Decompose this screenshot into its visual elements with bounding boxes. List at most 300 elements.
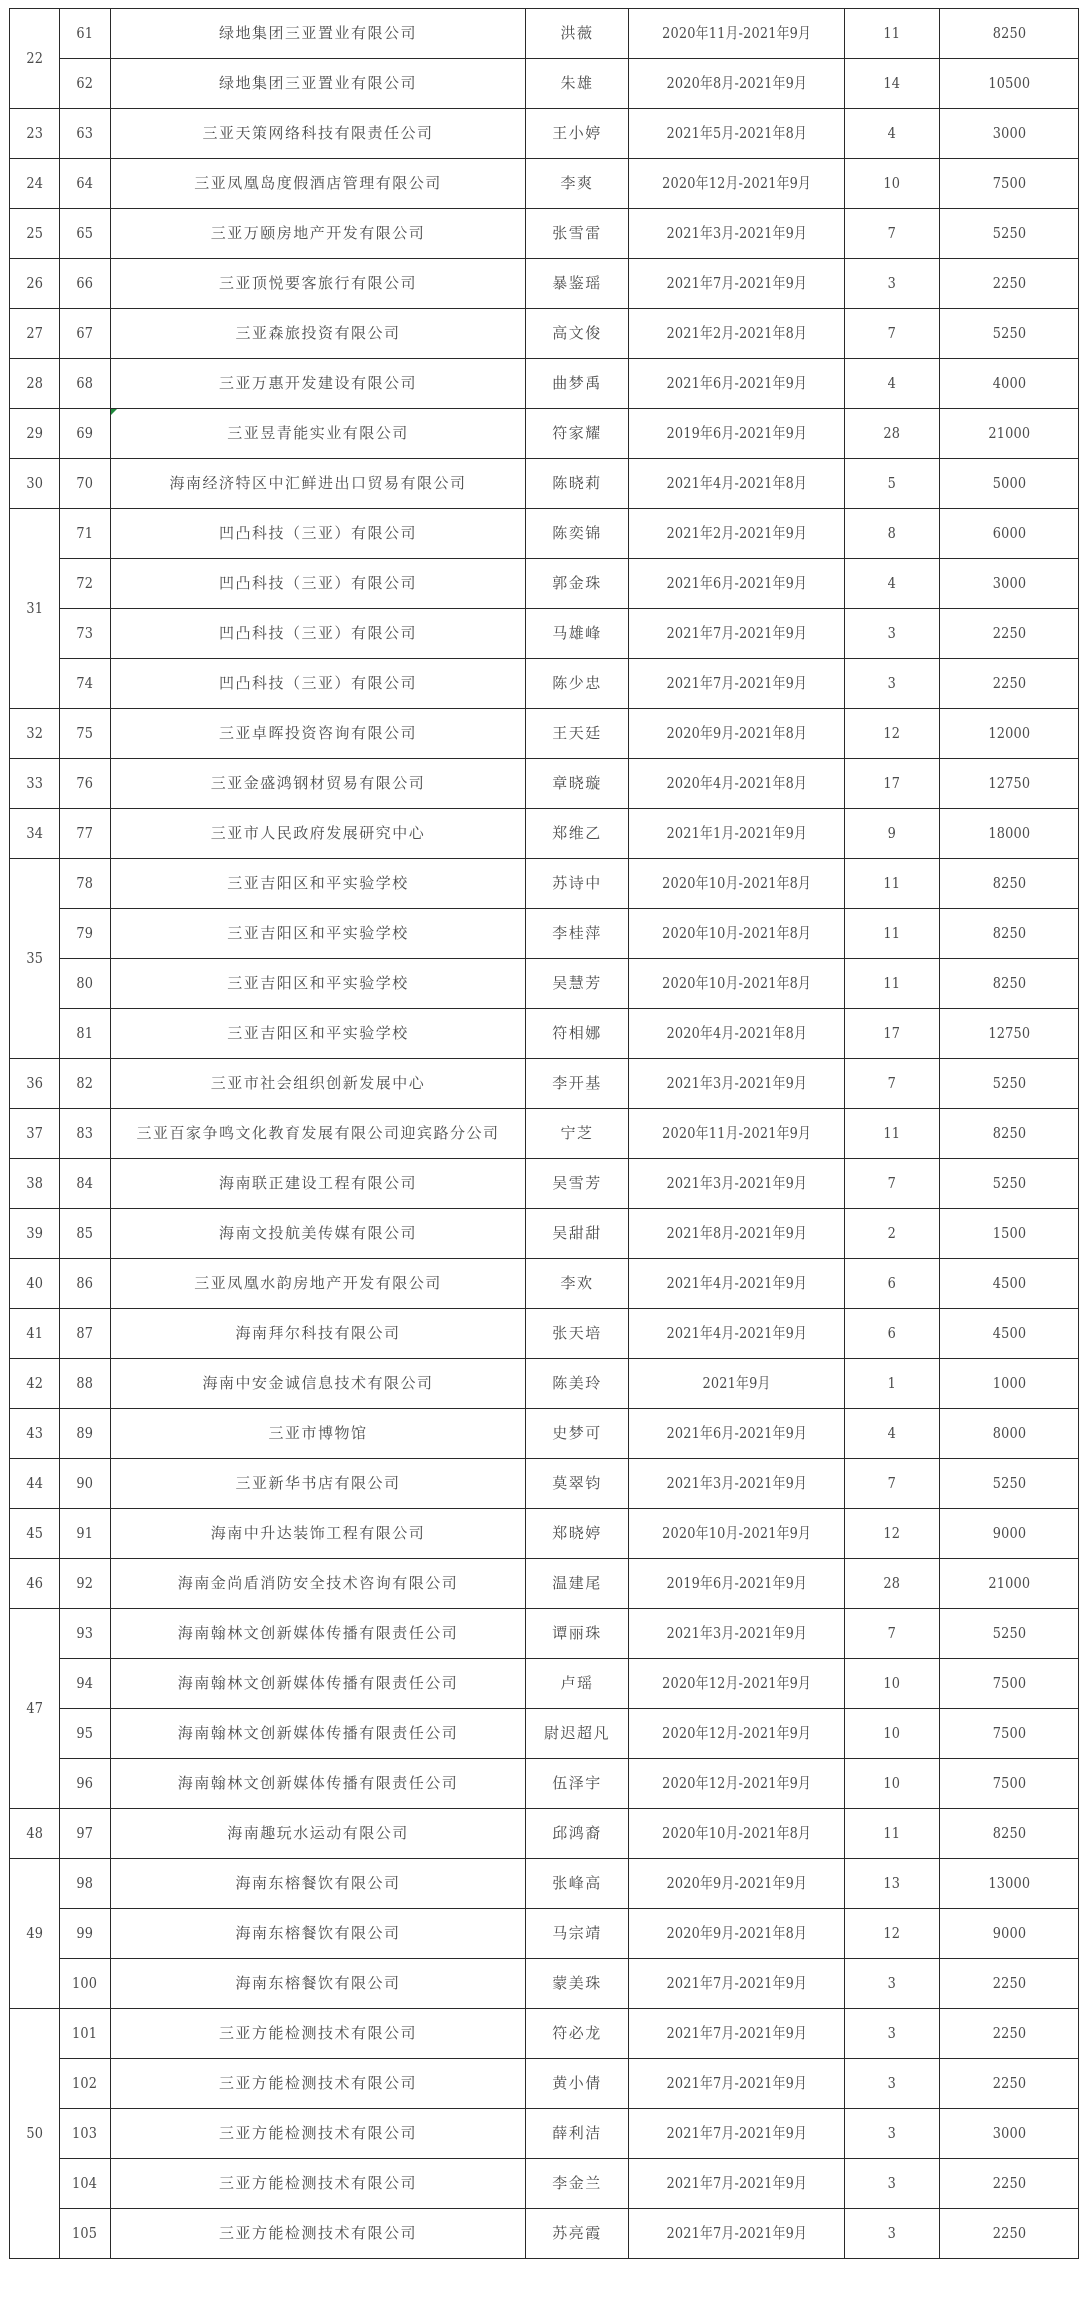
sequence-number: 73	[76, 624, 94, 642]
company-cell	[111, 1159, 526, 1209]
months-cell	[845, 709, 940, 759]
months-cell	[845, 209, 940, 259]
amount-text: 13000	[988, 1874, 1030, 1892]
company-text: 三亚方能检测技术有限公司	[218, 2024, 417, 2042]
group-number: 39	[26, 1224, 43, 1242]
sequence-number: 71	[76, 524, 94, 542]
period-text: 2021年7月-2021年9月	[666, 2174, 807, 2192]
table-row	[10, 1209, 1079, 1259]
group-number: 49	[26, 1924, 43, 1942]
company-cell	[111, 209, 526, 259]
period-cell	[629, 1609, 845, 1659]
company-text: 三亚方能检测技术有限公司	[218, 2074, 417, 2092]
group-number-cell	[10, 259, 60, 309]
months-text: 11	[883, 874, 901, 892]
amount-cell	[940, 409, 1079, 459]
months-text: 11	[883, 974, 901, 992]
company-text: 海南东榕餐饮有限公司	[235, 1874, 401, 1892]
months-text: 3	[887, 274, 897, 292]
company-text: 海南东榕餐饮有限公司	[235, 1974, 401, 1992]
amount-cell	[940, 1909, 1079, 1959]
amount-cell	[940, 459, 1079, 509]
amount-cell	[940, 609, 1079, 659]
table-row	[10, 209, 1079, 259]
period-text: 2021年2月-2021年8月	[666, 324, 807, 342]
person-name-text: 苏诗中	[552, 874, 602, 892]
amount-cell	[940, 1709, 1079, 1759]
table-row	[10, 609, 1079, 659]
company-text: 海南拜尔科技有限公司	[235, 1324, 401, 1342]
amount-text: 7500	[992, 1724, 1026, 1742]
table-row	[10, 1909, 1079, 1959]
group-number-cell	[10, 1459, 60, 1509]
person-name-text: 李爽	[560, 174, 594, 192]
group-number-cell	[10, 159, 60, 209]
company-cell	[111, 1609, 526, 1659]
table-row	[10, 1059, 1079, 1109]
person-name-text: 张峰高	[552, 1874, 602, 1892]
person-name-cell	[526, 1759, 629, 1809]
table-row	[10, 509, 1079, 559]
company-text: 三亚顶悦要客旅行有限公司	[218, 274, 417, 292]
sequence-number-cell	[60, 2009, 111, 2059]
period-text: 2021年7月-2021年9月	[666, 2024, 807, 2042]
table-row	[10, 2059, 1079, 2109]
table-row	[10, 559, 1079, 609]
person-name-cell	[526, 1609, 629, 1659]
person-name-text: 温建尾	[552, 1574, 602, 1592]
group-number: 48	[26, 1824, 43, 1842]
amount-text: 8250	[992, 1124, 1026, 1142]
person-name-text: 郑维乙	[552, 824, 602, 842]
period-text: 2020年10月-2021年8月	[662, 974, 811, 992]
months-text: 11	[883, 924, 901, 942]
sequence-number: 103	[72, 2124, 98, 2142]
person-name-cell	[526, 959, 629, 1009]
amount-text: 9000	[992, 1524, 1026, 1542]
amount-text: 5250	[992, 1174, 1026, 1192]
person-name-cell	[526, 1159, 629, 1209]
amount-text: 4500	[992, 1274, 1026, 1292]
period-cell	[629, 1859, 845, 1909]
period-cell	[629, 1159, 845, 1209]
amount-text: 5250	[992, 1474, 1026, 1492]
company-text: 三亚天策网络科技有限责任公司	[202, 124, 434, 142]
amount-text: 8250	[992, 24, 1026, 42]
sequence-number: 61	[76, 24, 94, 42]
person-name-cell	[526, 1059, 629, 1109]
group-number-cell	[10, 1259, 60, 1309]
table-row	[10, 1609, 1079, 1659]
months-text: 7	[887, 1624, 897, 1642]
months-text: 3	[887, 674, 897, 692]
table-row	[10, 2209, 1079, 2259]
amount-cell	[940, 809, 1079, 859]
group-number-cell	[10, 309, 60, 359]
person-name-cell	[526, 2109, 629, 2159]
person-name-text: 尉迟超凡	[543, 1724, 610, 1742]
sequence-number: 81	[76, 1024, 94, 1042]
table-row	[10, 2009, 1079, 2059]
sequence-number-cell	[60, 1759, 111, 1809]
sequence-number: 97	[76, 1824, 94, 1842]
table-row	[10, 1709, 1079, 1759]
group-number: 25	[26, 224, 43, 242]
company-text: 三亚凤凰岛度假酒店管理有限公司	[194, 174, 442, 192]
amount-text: 2250	[992, 674, 1026, 692]
amount-text: 18000	[988, 824, 1030, 842]
person-name-cell	[526, 1259, 629, 1309]
table-row	[10, 1009, 1079, 1059]
person-name-text: 高文俊	[552, 324, 602, 342]
months-cell	[845, 2209, 940, 2259]
period-cell	[629, 409, 845, 459]
amount-cell	[940, 959, 1079, 1009]
sequence-number-cell	[60, 1659, 111, 1709]
amount-cell	[940, 2109, 1079, 2159]
period-cell	[629, 59, 845, 109]
months-text: 7	[887, 224, 897, 242]
company-cell	[111, 309, 526, 359]
person-name-cell	[526, 1459, 629, 1509]
company-text: 海南中安金诚信息技术有限公司	[202, 1374, 434, 1392]
amount-text: 2250	[992, 624, 1026, 642]
months-text: 3	[887, 2074, 897, 2092]
person-name-text: 符家耀	[552, 424, 602, 442]
table-row	[10, 1259, 1079, 1309]
amount-cell	[940, 759, 1079, 809]
months-cell	[845, 1459, 940, 1509]
cell-error-indicator-icon	[111, 409, 117, 415]
table-row	[10, 759, 1079, 809]
sequence-number-cell	[60, 359, 111, 409]
person-name-text: 伍泽宇	[552, 1774, 602, 1792]
person-name-text: 张雪雷	[552, 224, 602, 242]
period-cell	[629, 559, 845, 609]
sequence-number: 84	[76, 1174, 94, 1192]
group-number-cell	[10, 1359, 60, 1409]
company-cell	[111, 1909, 526, 1959]
sequence-number-cell	[60, 1109, 111, 1159]
company-cell	[111, 1359, 526, 1409]
person-name-cell	[526, 509, 629, 559]
person-name-cell	[526, 1559, 629, 1609]
company-text: 三亚吉阳区和平实验学校	[227, 924, 409, 942]
group-number-cell	[10, 459, 60, 509]
amount-cell	[940, 1609, 1079, 1659]
sequence-number: 101	[72, 2024, 98, 2042]
sequence-number-cell	[60, 959, 111, 1009]
months-cell	[845, 1109, 940, 1159]
person-name-cell	[526, 809, 629, 859]
company-cell	[111, 959, 526, 1009]
company-text: 海南中升达装饰工程有限公司	[210, 1524, 426, 1542]
months-cell	[845, 2159, 940, 2209]
amount-text: 6000	[992, 524, 1026, 542]
period-text: 2021年7月-2021年9月	[666, 674, 807, 692]
sequence-number-cell	[60, 59, 111, 109]
months-text: 17	[883, 774, 901, 792]
amount-cell	[940, 1809, 1079, 1859]
sequence-number-cell	[60, 1459, 111, 1509]
company-text: 三亚吉阳区和平实验学校	[227, 874, 409, 892]
sequence-number-cell	[60, 2109, 111, 2159]
sequence-number: 83	[76, 1124, 94, 1142]
sequence-number-cell	[60, 1309, 111, 1359]
sequence-number-cell	[60, 1359, 111, 1409]
months-text: 4	[887, 374, 897, 392]
amount-cell	[940, 1509, 1079, 1559]
sequence-number-cell	[60, 1709, 111, 1759]
company-cell	[111, 2009, 526, 2059]
person-name-cell	[526, 1959, 629, 2009]
person-name-text: 史梦可	[552, 1424, 602, 1442]
amount-text: 21000	[988, 1574, 1030, 1592]
company-text: 三亚市人民政府发展研究中心	[210, 824, 426, 842]
amount-text: 5000	[992, 474, 1026, 492]
group-number: 34	[26, 824, 43, 842]
months-cell	[845, 409, 940, 459]
sequence-number-cell	[60, 1009, 111, 1059]
person-name-text: 黄小倩	[552, 2074, 602, 2092]
period-cell	[629, 2059, 845, 2109]
months-cell	[845, 1809, 940, 1859]
person-name-cell	[526, 9, 629, 59]
amount-text: 10500	[988, 74, 1030, 92]
amount-text: 4500	[992, 1324, 1026, 1342]
company-text: 三亚市社会组织创新发展中心	[210, 1074, 426, 1092]
period-text: 2020年12月-2021年9月	[662, 1774, 811, 1792]
group-number: 47	[26, 1699, 43, 1717]
company-cell	[111, 409, 526, 459]
person-name-text: 谭丽珠	[552, 1624, 602, 1642]
person-name-text: 宁芝	[560, 1124, 594, 1142]
group-number-cell	[10, 509, 60, 709]
company-cell	[111, 9, 526, 59]
period-text: 2021年3月-2021年9月	[666, 1624, 807, 1642]
table-row	[10, 259, 1079, 309]
group-number: 32	[26, 724, 43, 742]
period-text: 2020年12月-2021年9月	[662, 174, 811, 192]
group-number-cell	[10, 1309, 60, 1359]
period-cell	[629, 959, 845, 1009]
table-body	[10, 9, 1079, 2259]
person-name-text: 李桂萍	[552, 924, 602, 942]
company-text: 海南金尚盾消防安全技术咨询有限公司	[177, 1574, 459, 1592]
company-text: 海南联正建设工程有限公司	[218, 1174, 417, 1192]
person-name-text: 李金兰	[552, 2174, 602, 2192]
amount-text: 7500	[992, 1674, 1026, 1692]
sequence-number-cell	[60, 909, 111, 959]
amount-cell	[940, 1859, 1079, 1909]
amount-cell	[940, 159, 1079, 209]
person-name-cell	[526, 859, 629, 909]
table-row	[10, 1309, 1079, 1359]
table-row	[10, 2159, 1079, 2209]
person-name-text: 蒙美珠	[552, 1974, 602, 1992]
amount-cell	[940, 309, 1079, 359]
months-cell	[845, 1409, 940, 1459]
months-cell	[845, 359, 940, 409]
person-name-cell	[526, 259, 629, 309]
group-number: 28	[26, 374, 43, 392]
company-text: 三亚新华书店有限公司	[235, 1474, 401, 1492]
group-number: 43	[26, 1424, 43, 1442]
sequence-number: 76	[76, 774, 94, 792]
amount-text: 2250	[992, 2174, 1026, 2192]
company-text: 三亚金盛鸿钢材贸易有限公司	[210, 774, 426, 792]
group-number: 27	[26, 324, 43, 342]
amount-cell	[940, 1659, 1079, 1709]
sequence-number-cell	[60, 659, 111, 709]
amount-text: 5250	[992, 1624, 1026, 1642]
table-row	[10, 659, 1079, 709]
sequence-number: 88	[76, 1374, 94, 1392]
sequence-number: 102	[72, 2074, 98, 2092]
person-name-cell	[526, 1009, 629, 1059]
period-text: 2021年4月-2021年8月	[666, 474, 807, 492]
amount-text: 4000	[992, 374, 1026, 392]
sequence-number: 92	[76, 1574, 94, 1592]
months-cell	[845, 159, 940, 209]
company-text: 凹凸科技（三亚）有限公司	[218, 674, 417, 692]
table-row	[10, 409, 1079, 459]
person-name-cell	[526, 1909, 629, 1959]
company-cell	[111, 1959, 526, 2009]
period-text: 2020年11月-2021年9月	[662, 1124, 811, 1142]
period-cell	[629, 609, 845, 659]
months-text: 7	[887, 1474, 897, 1492]
months-text: 11	[883, 1124, 901, 1142]
company-cell	[111, 59, 526, 109]
sequence-number: 72	[76, 574, 94, 592]
company-cell	[111, 1309, 526, 1359]
period-cell	[629, 909, 845, 959]
months-text: 3	[887, 2124, 897, 2142]
company-cell	[111, 2109, 526, 2159]
sequence-number-cell	[60, 2059, 111, 2109]
sequence-number-cell	[60, 1059, 111, 1109]
amount-cell	[940, 659, 1079, 709]
person-name-text: 马雄峰	[552, 624, 602, 642]
sequence-number-cell	[60, 559, 111, 609]
period-cell	[629, 2159, 845, 2209]
period-text: 2021年7月-2021年9月	[666, 624, 807, 642]
company-text: 凹凸科技（三亚）有限公司	[218, 574, 417, 592]
period-text: 2021年3月-2021年9月	[666, 1474, 807, 1492]
person-name-cell	[526, 209, 629, 259]
person-name-cell	[526, 609, 629, 659]
company-cell	[111, 859, 526, 909]
sequence-number-cell	[60, 9, 111, 59]
period-text: 2020年10月-2021年8月	[662, 924, 811, 942]
person-name-text: 洪薇	[560, 24, 594, 42]
company-cell	[111, 909, 526, 959]
amount-cell	[940, 1959, 1079, 2009]
amount-text: 12750	[988, 1024, 1030, 1042]
amount-text: 3000	[992, 2124, 1026, 2142]
company-text: 三亚方能检测技术有限公司	[218, 2224, 417, 2242]
company-text: 海南东榕餐饮有限公司	[235, 1924, 401, 1942]
amount-cell	[940, 1259, 1079, 1309]
table-row	[10, 9, 1079, 59]
company-cell	[111, 2159, 526, 2209]
sequence-number-cell	[60, 259, 111, 309]
sequence-number-cell	[60, 1209, 111, 1259]
months-cell	[845, 659, 940, 709]
months-cell	[845, 759, 940, 809]
period-cell	[629, 1559, 845, 1609]
period-cell	[629, 1959, 845, 2009]
company-cell	[111, 1809, 526, 1859]
person-name-cell	[526, 659, 629, 709]
table-row	[10, 1659, 1079, 1709]
person-name-text: 吴慧芳	[552, 974, 602, 992]
sequence-number-cell	[60, 2159, 111, 2209]
person-name-text: 邱鸿裔	[552, 1824, 602, 1842]
group-number-cell	[10, 2009, 60, 2259]
amount-cell	[940, 1409, 1079, 1459]
sequence-number: 98	[76, 1874, 94, 1892]
person-name-cell	[526, 709, 629, 759]
period-cell	[629, 259, 845, 309]
table-row	[10, 1359, 1079, 1409]
months-cell	[845, 959, 940, 1009]
months-cell	[845, 1159, 940, 1209]
group-number-cell	[10, 9, 60, 109]
amount-cell	[940, 2059, 1079, 2109]
sequence-number: 85	[76, 1224, 94, 1242]
table-row	[10, 359, 1079, 409]
period-cell	[629, 659, 845, 709]
group-number: 50	[26, 2124, 43, 2142]
table-row	[10, 2109, 1079, 2159]
period-text: 2021年7月-2021年9月	[666, 2124, 807, 2142]
months-text: 3	[887, 2024, 897, 2042]
person-name-text: 郑晓婷	[552, 1524, 602, 1542]
period-text: 2020年9月-2021年9月	[666, 1874, 807, 1892]
months-text: 17	[883, 1024, 901, 1042]
table-row	[10, 959, 1079, 1009]
amount-cell	[940, 859, 1079, 909]
person-name-text: 陈美玲	[552, 1374, 602, 1392]
person-name-cell	[526, 459, 629, 509]
company-cell	[111, 359, 526, 409]
amount-text: 12000	[988, 724, 1030, 742]
sequence-number-cell	[60, 609, 111, 659]
company-text: 绿地集团三亚置业有限公司	[218, 74, 417, 92]
sequence-number: 93	[76, 1624, 94, 1642]
group-number: 46	[26, 1574, 43, 1592]
amount-cell	[940, 2159, 1079, 2209]
person-name-cell	[526, 559, 629, 609]
company-text: 海南趣玩水运动有限公司	[227, 1824, 409, 1842]
sequence-number-cell	[60, 809, 111, 859]
period-cell	[629, 209, 845, 259]
period-cell	[629, 1459, 845, 1509]
amount-cell	[940, 259, 1079, 309]
company-cell	[111, 509, 526, 559]
group-number-cell	[10, 409, 60, 459]
group-number: 38	[26, 1174, 43, 1192]
company-cell	[111, 1509, 526, 1559]
sequence-number: 68	[76, 374, 94, 392]
sequence-number-cell	[60, 1609, 111, 1659]
person-name-cell	[526, 359, 629, 409]
months-cell	[845, 109, 940, 159]
period-cell	[629, 309, 845, 359]
company-cell	[111, 709, 526, 759]
